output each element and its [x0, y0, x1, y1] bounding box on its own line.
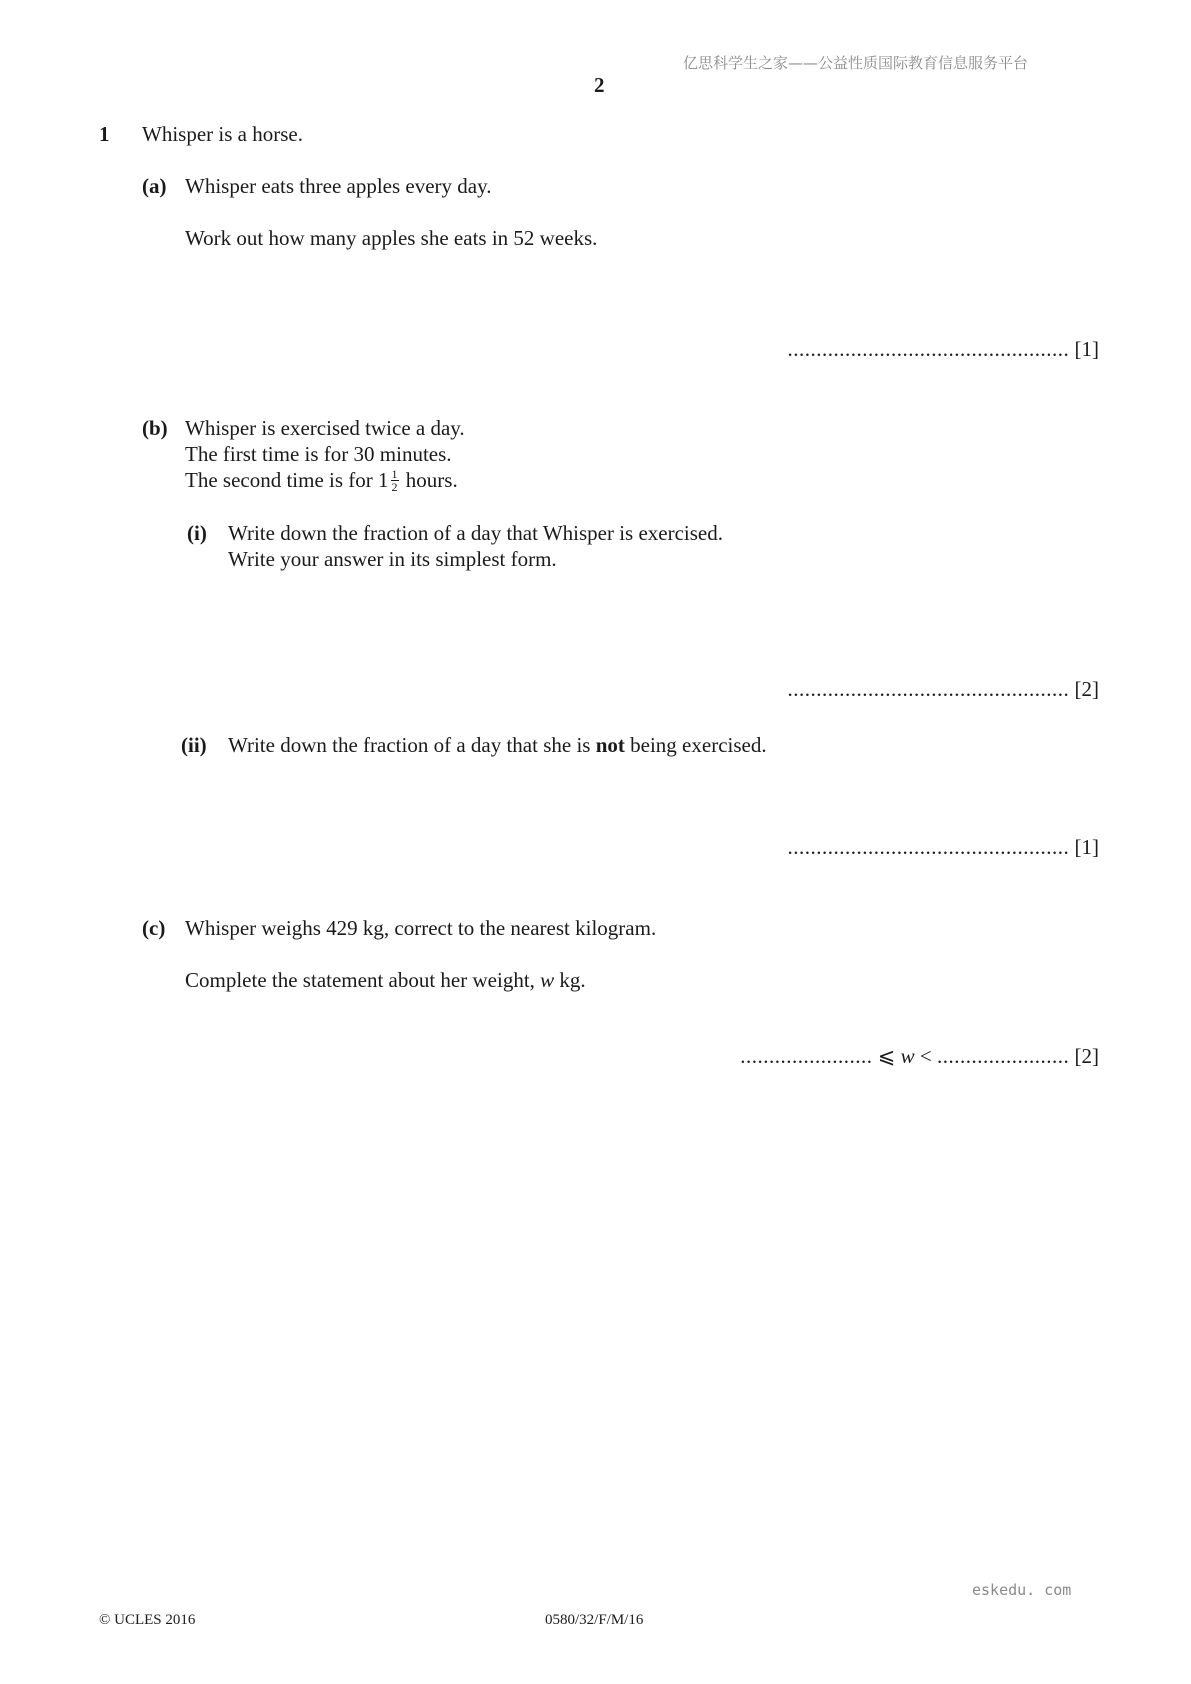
lt-sign: < [914, 1044, 937, 1068]
variable-w: w [900, 1044, 915, 1068]
part-b-i-line2: Write your answer in its simplest form. [228, 547, 557, 571]
copyright: © UCLES 2016 [99, 1612, 196, 1628]
part-b-line1: Whisper is exercised twice a day. [185, 416, 465, 440]
part-a-instruction: Work out how many apples she eats in 52 weeks. [185, 226, 598, 250]
marks: [2] [1074, 677, 1099, 701]
question-number: 1 [99, 122, 110, 146]
lower-bound-input[interactable]: ....................... [740, 1044, 873, 1068]
marks: [2] [1074, 1044, 1099, 1068]
watermark-footer: eskedu. com [972, 1581, 1072, 1599]
le-sign: ⩽ [872, 1044, 901, 1068]
half-fraction [391, 468, 399, 493]
emphasis-not: not [595, 733, 625, 757]
part-b-ii-label: (ii) [181, 733, 207, 757]
part-b-line3-prefix: The second time is for 1 [185, 468, 389, 492]
answer-dots[interactable]: ................................................. [787, 677, 1070, 701]
part-c-answer-line [740, 1043, 1099, 1069]
part-a-text: Whisper eats three apples every day. [185, 174, 492, 198]
text-before: Write down the fraction of a day that she is [228, 733, 596, 757]
fraction-denominator: 2 [391, 479, 398, 494]
part-b-i-label: (i) [187, 521, 207, 545]
watermark-header: 亿思科学生之家——公益性质国际教育信息服务平台 [683, 54, 1029, 72]
part-c-line2 [185, 967, 586, 993]
part-b-i-answer-line[interactable] [788, 676, 1100, 702]
answer-dots[interactable]: ................................................. [787, 337, 1070, 361]
part-b-line2: The first time is for 30 minutes. [185, 442, 452, 466]
fraction-numerator: 1 [391, 466, 398, 481]
part-c-line1: Whisper weighs 429 kg, correct to the nearest kilogram. [185, 916, 657, 940]
part-b-ii-text [228, 732, 767, 758]
variable-w: w [540, 968, 555, 992]
line2-prefix: Complete the statement about her weight, [185, 968, 541, 992]
part-a-answer-line[interactable] [788, 336, 1100, 362]
marks: [1] [1074, 835, 1099, 859]
part-b-line3-suffix: hours. [400, 468, 458, 492]
paper-code: 0580/32/F/M/16 [545, 1612, 644, 1628]
page-number: 2 [594, 73, 605, 97]
marks: [1] [1074, 337, 1099, 361]
answer-dots[interactable]: ................................................. [787, 835, 1070, 859]
part-b-i-line1: Write down the fraction of a day that Whisper is exercised. [228, 521, 724, 545]
upper-bound-input[interactable]: ....................... [937, 1044, 1070, 1068]
part-a-label: (a) [142, 174, 167, 198]
line2-suffix: kg. [554, 968, 586, 992]
part-b-ii-answer-line[interactable] [788, 834, 1100, 860]
part-c-label: (c) [142, 916, 166, 940]
part-b-label: (b) [142, 416, 168, 440]
text-after: being exercised. [624, 733, 767, 757]
part-b-line3 [185, 467, 458, 495]
question-intro: Whisper is a horse. [142, 122, 303, 146]
